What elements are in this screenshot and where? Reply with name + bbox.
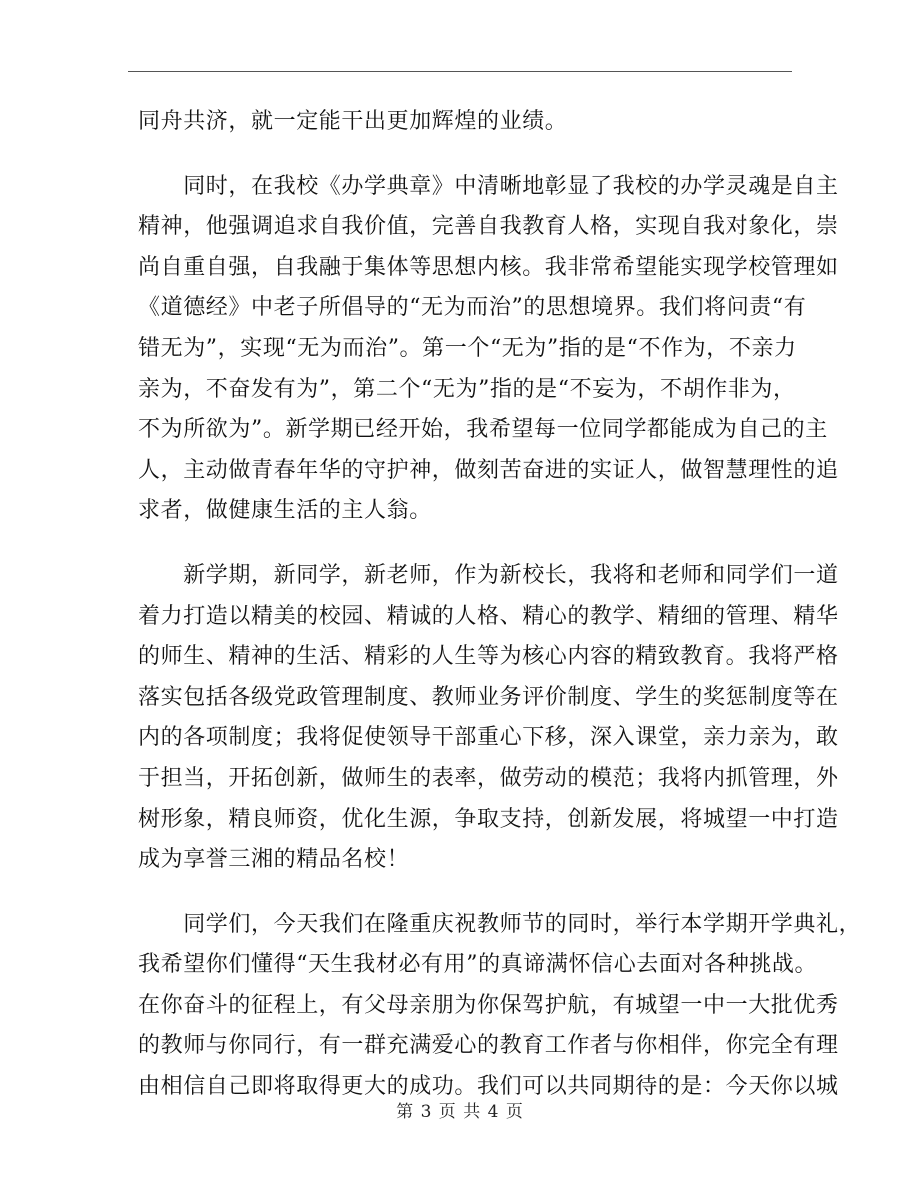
- text-line: 错无为”，实现“无为而治”。第一个“无为”指的是“不作为，不亲力: [138, 335, 797, 361]
- text-line: 《道德经》中老子所倡导的“无为而治”的思想境界。我们将问责“有: [138, 295, 807, 321]
- text-line: 不为所欲为”。新学期已经开始，我希望每一位同学都能成为自己的主: [138, 417, 828, 443]
- text-line: 于担当，开拓创新，做师生的表率，做劳动的模范；我将内抓管理，外: [138, 765, 839, 791]
- paragraph: [138, 556, 839, 881]
- text-line: 人，主动做青春年华的守护神，做刻苦奋进的实证人，做智慧理性的追: [138, 457, 839, 483]
- text-line: 同舟共济，就一定能干出更加辉煌的业绩。: [138, 109, 568, 134]
- text-line: 由相信自己即将取得更大的成功。我们可以共同期待的是：今天你以城: [138, 1074, 839, 1100]
- text-line: 内的各项制度；我将促使领导干部重心下移，深入课堂，亲力亲为，敢: [138, 725, 839, 751]
- paragraph-gap: [138, 143, 788, 167]
- text-line: 落实包括各级党政管理制度、教师业务评价制度、学生的奖惩制度等在: [138, 684, 839, 710]
- text-line: 着力打造以精美的校园、精诚的人格、精心的教学、精细的管理、精华: [138, 603, 839, 629]
- text-line: 新学期，新同学，新老师，作为新校长，我将和老师和同学们一道: [138, 562, 839, 588]
- text-line: 精神，他强调追求自我价值，完善自我教育人格，实现自我对象化，崇: [138, 214, 839, 240]
- text-line: 成为享誉三湘的精品名校！: [138, 847, 410, 873]
- paragraph: [138, 167, 839, 532]
- text-line: 树形象，精良师资，优化生源，争取支持，创新发展，将城望一中打造: [138, 806, 839, 832]
- text-line: 的师生、精神的生活、精彩的人生等为核心内容的精致教育。我将严格: [138, 644, 839, 670]
- paragraph-gap: [138, 881, 788, 905]
- text-line: 的教师与你同行，有一群充满爱心的教育工作者与你相伴，你完全有理: [138, 1033, 839, 1059]
- paragraph-gap: [138, 532, 788, 556]
- text-line: 在你奋斗的征程上，有父母亲朋为你保驾护航，有城望一中一大批优秀: [138, 992, 839, 1018]
- text-line: 求者，做健康生活的主人翁。: [138, 498, 432, 524]
- text-line: 同学们，今天我们在隆重庆祝教师节的同时，举行本学期开学典礼，: [138, 911, 862, 937]
- paragraph: [138, 102, 788, 143]
- text-line: 尚自重自强，自我融于集体等思想内核。我非常希望能实现学校管理如: [138, 254, 839, 280]
- text-line: 同时，在我校《办学典章》中清晰地彰显了我校的办学灵魂是自主: [138, 173, 839, 199]
- header-rule: [128, 71, 792, 72]
- text-line: 亲为，不奋发有为”，第二个“无为”指的是“不妄为，不胡作非为，: [138, 376, 796, 402]
- page-footer: 第 3 页 共 4 页: [396, 1102, 524, 1122]
- body-text: [138, 102, 862, 1108]
- text-line: 我希望你们懂得“天生我材必有用”的真谛满怀信心去面对各种挑战。: [138, 952, 818, 978]
- paragraph: [138, 905, 862, 1108]
